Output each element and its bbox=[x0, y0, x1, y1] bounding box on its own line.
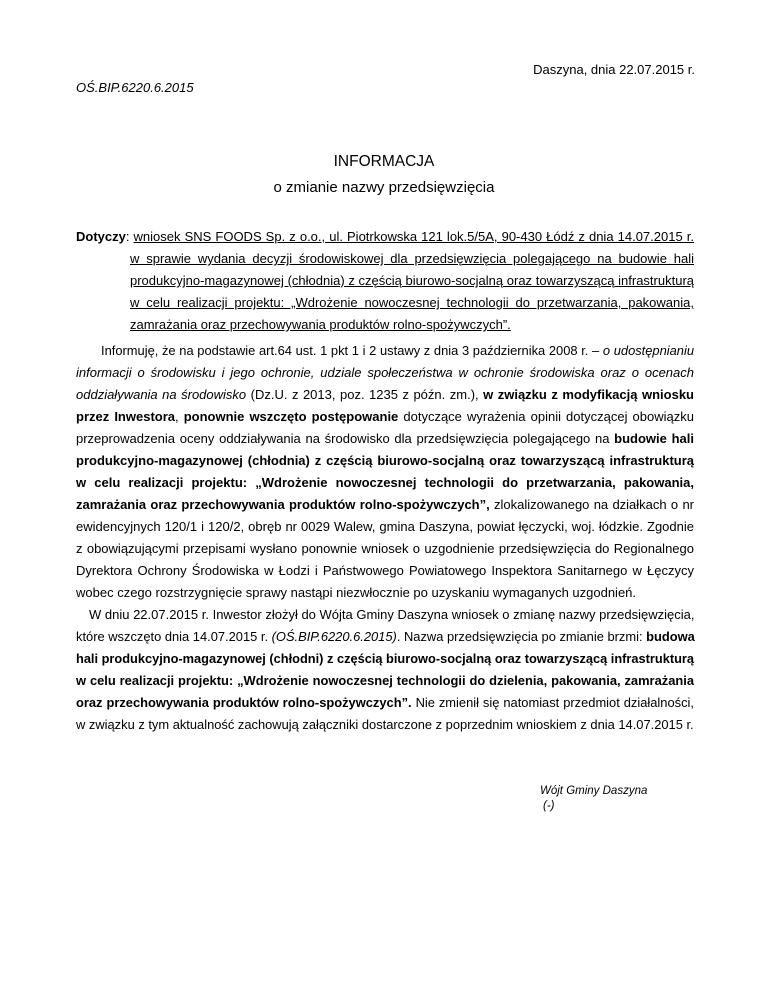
bold-text: budowie hali bbox=[614, 431, 694, 446]
italic-text: oddziaływania na środowisko bbox=[76, 387, 247, 402]
text-span: wobec czego rozstrzygnięcie sprawy nastąpi niezwłocznie po uzyskaniu wymaganych uzgodnień. bbox=[76, 585, 637, 600]
paragraph-line bbox=[76, 648, 694, 670]
concerns-line bbox=[76, 314, 694, 336]
signatory-name: Wójt Gminy Daszyna bbox=[540, 785, 648, 797]
bold-text: w związku z modyfikacją wniosku bbox=[483, 387, 694, 402]
concerns-label: Dotyczy bbox=[76, 229, 126, 244]
italic-text: (OŚ.BIP.6220.6.2015) bbox=[271, 629, 397, 644]
signature-mark: (-) bbox=[543, 800, 555, 812]
text-span: z obowiązującymi przepisami wysłano ponownie wniosek o uzgodnienie przedsięwzięcia do Regionalnego bbox=[76, 541, 694, 556]
bold-text: budowa bbox=[646, 629, 695, 644]
document-title: INFORMACJA bbox=[333, 153, 435, 170]
body-text bbox=[76, 340, 694, 736]
paragraph-line bbox=[76, 538, 694, 560]
bold-text: oraz przechowywania produktów rolno-spożywczych”. bbox=[76, 695, 412, 710]
text-span: Nie zmienił się natomiast przedmiot działalności, bbox=[411, 695, 694, 710]
paragraph-line bbox=[76, 340, 694, 362]
concerns-text: wniosek SNS FOODS Sp. z o.o., ul. Piotrkowska 121 lok.5/5A, 90-430 Łódź z dnia 14.07.2015 r. bbox=[133, 229, 694, 244]
paragraph-line bbox=[76, 582, 694, 604]
text-span: . Nazwa przedsięwzięcia po zmianie brzmi: bbox=[396, 629, 647, 644]
bold-text: zamrażania oraz przechowywania produktów rolno-spożywczych”, bbox=[76, 497, 490, 512]
concerns-line: Dotyczy: wniosek SNS FOODS Sp. z o.o., ul. Piotrkowska 121 lok.5/5A, 90-430 Łódź z dnia 14.07.2015 r. bbox=[76, 229, 694, 244]
paragraph-line bbox=[76, 494, 694, 516]
document-date: Daszyna, dnia 22.07.2015 r. bbox=[533, 62, 695, 77]
text-span: Dyrektora Ochrony Środowiska w Łodzi i Państwowego Powiatowego Inspektora Sanitarnego w Łęczycy bbox=[76, 563, 694, 578]
concerns-text: w sprawie wydania decyzji środowiskowej dla przedsięwzięcia polegającego na budowie hali bbox=[130, 251, 694, 266]
paragraph-line bbox=[76, 604, 694, 626]
paragraph-line bbox=[76, 560, 694, 582]
concerns-text: produkcyjno-magazynowej (chłodnia) z częścią biurowo-socjalną oraz towarzyszącą infrastrukturą bbox=[130, 273, 694, 288]
paragraph-line bbox=[76, 362, 694, 384]
text-span: Informuję, że na podstawie art.64 ust. 1 pkt 1 i 2 ustawy z dnia 3 października 2008 r. – bbox=[101, 343, 603, 358]
concerns-line bbox=[76, 292, 694, 314]
paragraph-line bbox=[76, 516, 694, 538]
concerns-section bbox=[76, 226, 694, 336]
document-subtitle: o zmianie nazwy przedsięwzięcia bbox=[273, 179, 495, 196]
concerns-text: zamrażania oraz przechowywania produktów rolno-spożywczych”. bbox=[130, 317, 511, 332]
signature-block bbox=[540, 784, 647, 814]
paragraph-line bbox=[76, 406, 694, 428]
bold-text: przez Inwestora bbox=[76, 409, 175, 424]
concerns-line bbox=[76, 248, 694, 270]
bold-text: ponownie wszczęto postępowanie bbox=[183, 409, 399, 424]
paragraph-line bbox=[76, 450, 694, 472]
reference-number: OŚ.BIP.6220.6.2015 bbox=[76, 80, 194, 95]
bold-text: hali produkcyjno-magazynowej (chłodni) z częścią biurowo-socjalną oraz towarzyszącą infrastrukturą bbox=[76, 651, 694, 666]
text-span: W dniu 22.07.2015 r. Inwestor złożył do Wójta Gminy Daszyna wniosek o zmianę nazwy przedsięwzięcia, bbox=[89, 607, 695, 622]
paragraph-line bbox=[76, 692, 694, 714]
text-span: dotyczące wyrażenia opinii dotyczącej obowiązku bbox=[398, 409, 694, 424]
text-span: zlokalizowanego na działkach o nr bbox=[489, 497, 694, 512]
concerns-text: w celu realizacji projektu: „Wdrożenie nowoczesnej technologii do przetwarzania, pakowania, bbox=[130, 295, 694, 310]
text-span: (Dz.U. z 2013, poz. 1235 z późn. zm.), bbox=[246, 387, 484, 402]
text-span: przeprowadzenia oceny oddziaływania na środowisko dla przedsięwzięcia polegającego na bbox=[76, 431, 615, 446]
italic-text: informacji o środowisku i jego ochronie, udziale społeczeństwa w ochronie środowiska oraz o ocenach bbox=[76, 365, 694, 380]
text-span: które wszczęto dnia 14.07.2015 r. bbox=[76, 629, 272, 644]
bold-text: w celu realizacji projektu: „Wdrożenie nowoczesnej technologii do dzielenia, pakowania, zamrażania bbox=[76, 673, 694, 688]
bold-text: produkcyjno-magazynowej (chłodnia) z częścią biurowo-socjalną oraz towarzyszącą infrastrukturą bbox=[76, 453, 694, 468]
paragraph-line bbox=[76, 714, 694, 736]
paragraph-line bbox=[76, 626, 694, 648]
text-span: , bbox=[175, 409, 184, 424]
concerns-line bbox=[76, 270, 694, 292]
bold-text: w celu realizacji projektu: „Wdrożenie nowoczesnej technologii do przetwarzania, pakowania, bbox=[76, 475, 694, 490]
text-span: ewidencyjnych 120/1 i 120/2, obręb nr 0029 Walew, gmina Daszyna, powiat łęczycki, woj. łódzkie. Zgodnie bbox=[76, 519, 694, 534]
paragraph-line bbox=[76, 472, 694, 494]
paragraph-line bbox=[76, 670, 694, 692]
text-span: w związku z tym aktualność zachowują załączniki dostarczone z poprzednim wnioskiem z dnia 14.07.2015 r. bbox=[76, 717, 694, 732]
paragraph-line bbox=[76, 428, 694, 450]
paragraph-line bbox=[76, 384, 694, 406]
italic-text: o udostępnianiu bbox=[602, 343, 695, 358]
